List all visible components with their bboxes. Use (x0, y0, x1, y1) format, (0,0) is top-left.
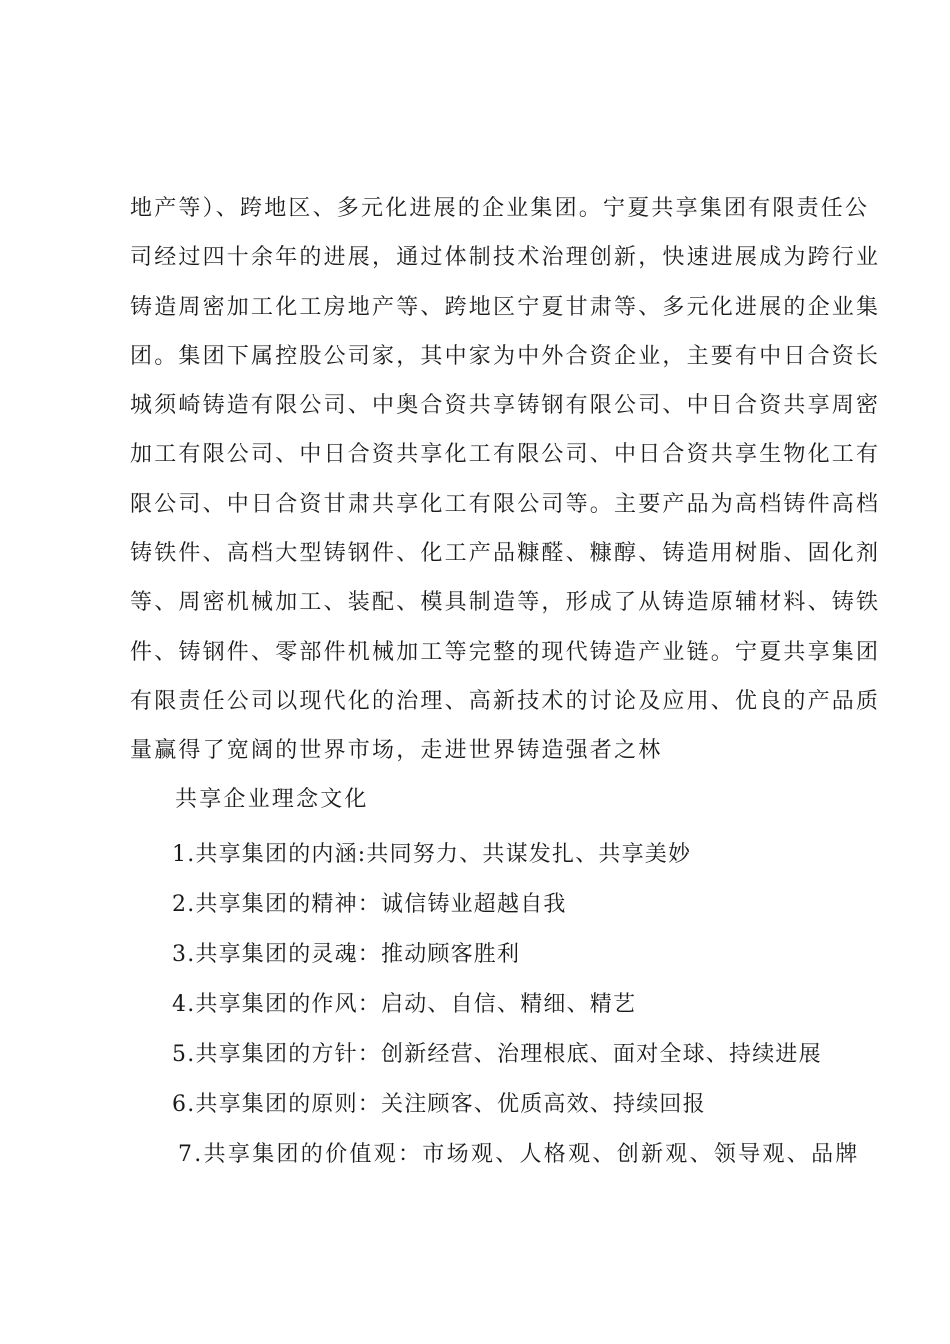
culture-item: 2.共享集团的精神：诚信铸业超越自我 (172, 892, 567, 917)
culture-list (172, 830, 860, 1180)
culture-item: 5.共享集团的方针：创新经营、治理根底、面对全球、持续进展 (172, 1042, 822, 1067)
body-paragraph (130, 184, 881, 776)
paragraph-line: 等、周密机械加工、装配、模具制造等，形成了从铸造原辅材料、铸铁 (130, 590, 881, 616)
culture-item: 6.共享集团的原则：关注顾客、优质高效、持续回报 (172, 1092, 706, 1117)
paragraph-line: 城须崎铸造有限公司、中奥合资共享铸钢有限公司、中日合资共享周密 (130, 393, 881, 419)
paragraph-line: 限公司、中日合资甘肃共享化工有限公司等。主要产品为高档铸件高档 (130, 491, 881, 517)
culture-item: 1.共享集团的内涵:共同努力、共谋发扎、共享美妙 (172, 842, 692, 867)
paragraph-line: 司经过四十余年的进展，通过体制技术治理创新，快速进展成为跨行业 (130, 245, 881, 271)
paragraph-line: 加工有限公司、中日合资共享化工有限公司、中日合资共享生物化工有 (130, 442, 881, 468)
culture-item: 3.共享集团的灵魂：推动顾客胜利 (172, 942, 521, 967)
paragraph-line: 件、铸钢件、零部件机械加工等完整的现代铸造产业链。宁夏共享集团 (130, 639, 881, 665)
paragraph-line: 量赢得了宽阔的世界市场，走进世界铸造强者之林 (130, 738, 663, 764)
section-heading: 共享企业理念文化 (175, 787, 369, 812)
culture-item: 7.共享集团的价值观：市场观、人格观、创新观、领导观、品牌 (178, 1142, 860, 1167)
culture-item: 4.共享集团的作风：启动、自信、精细、精艺 (172, 992, 637, 1017)
paragraph-line: 团。集团下属控股公司家，其中家为中外合资企业，主要有中日合资长 (130, 343, 881, 369)
paragraph-line: 地产等）、跨地区、多元化进展的企业集团。宁夏共享集团有限责任公 (130, 196, 870, 221)
paragraph-line: 有限责任公司以现代化的治理、高新技术的讨论及应用、优良的产品质 (130, 688, 881, 714)
paragraph-line: 铸铁件、高档大型铸钢件、化工产品糠醛、糠醇、铸造用树脂、固化剂 (130, 541, 881, 567)
paragraph-line: 铸造周密加工化工房地产等、跨地区宁夏甘肃等、多元化进展的企业集 (130, 294, 881, 320)
